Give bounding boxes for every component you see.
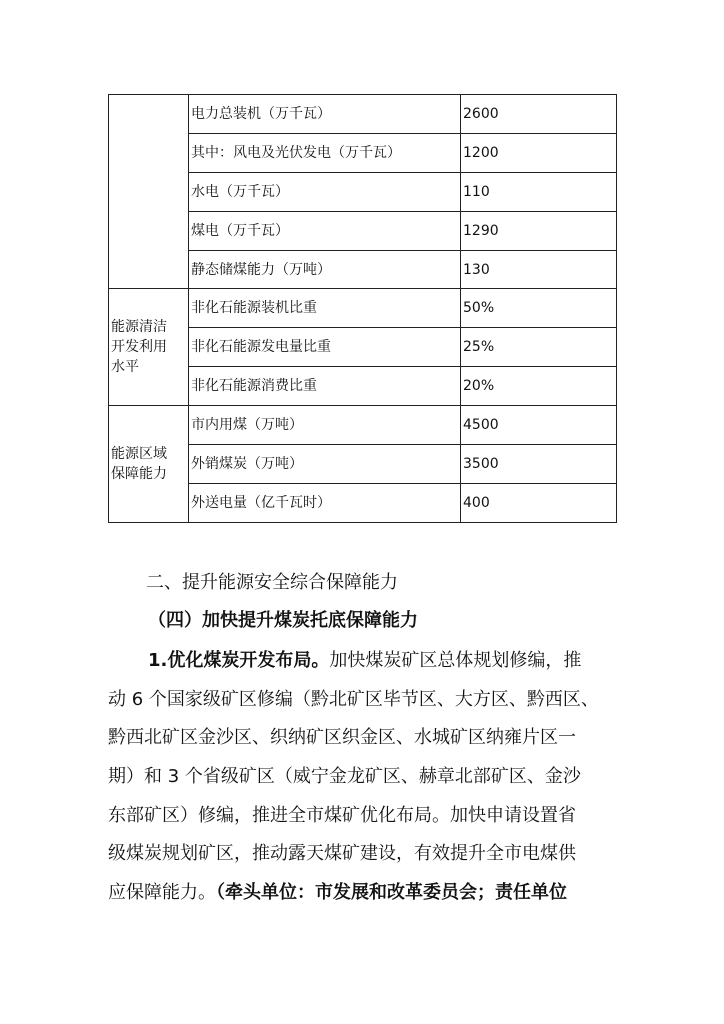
table-item-cell: 其中：风电及光伏发电（万千瓦） xyxy=(189,133,461,172)
table-value-cell: 50% xyxy=(461,289,617,328)
table-item-cell: 非化石能源装机比重 xyxy=(189,289,461,328)
table-category-regional-supply: 能源区域 保障能力 xyxy=(109,406,189,523)
table-item-cell: 市内用煤（万吨） xyxy=(189,406,461,445)
table-category-cell xyxy=(109,95,189,289)
table-value-cell: 2600 xyxy=(461,95,617,134)
table-category-clean-energy: 能源清洁 开发利用 水平 xyxy=(109,289,189,406)
paragraph-line: 应保障能力。（牵头单位：市发展和改革委员会；责任单位 xyxy=(108,882,567,903)
table-value-cell: 25% xyxy=(461,328,617,367)
table-value-cell: 1290 xyxy=(461,211,617,250)
paragraph-line: 级煤炭规划矿区，推动露天煤矿建设，有效提升全市电煤供 xyxy=(108,843,576,864)
paragraph-line: 东部矿区）修编，推进全市煤矿优化布局。加快申请设置省 xyxy=(108,805,576,826)
subsection-heading: （四）加快提升煤炭托底保障能力 xyxy=(148,610,418,631)
table-item-cell: 静态储煤能力（万吨） xyxy=(189,250,461,289)
table-value-cell: 1200 xyxy=(461,133,617,172)
table-value-cell: 3500 xyxy=(461,445,617,484)
table-row xyxy=(109,289,617,328)
table-item-cell: 外销煤炭（万吨） xyxy=(189,445,461,484)
table-item-cell: 非化石能源消费比重 xyxy=(189,367,461,406)
energy-indicators-table xyxy=(108,94,617,523)
paragraph-line: 黔西北矿区金沙区、织纳矿区织金区、水城矿区纳雍片区一 xyxy=(108,727,576,748)
table-item-cell: 非化石能源发电量比重 xyxy=(189,328,461,367)
table-item-cell: 电力总装机（万千瓦） xyxy=(189,95,461,134)
section-heading: 二、提升能源安全综合保障能力 xyxy=(146,572,398,593)
paragraph-lead: 1.优化煤炭开发布局。 xyxy=(148,650,330,671)
paragraph-line: 动 6 个国家级矿区修编（黔北矿区毕节区、大方区、黔西区、 xyxy=(108,689,599,710)
table-item-cell: 外送电量（亿千瓦时） xyxy=(189,483,461,522)
table-row xyxy=(109,95,617,134)
table-value-cell: 20% xyxy=(461,367,617,406)
table-value-cell: 400 xyxy=(461,483,617,522)
table-item-cell: 水电（万千瓦） xyxy=(189,172,461,211)
table-value-cell: 110 xyxy=(461,172,617,211)
table-value-cell: 4500 xyxy=(461,406,617,445)
paragraph-line: 期）和 3 个省级矿区（威宁金龙矿区、赫章北部矿区、金沙 xyxy=(108,766,581,787)
table-row xyxy=(109,406,617,445)
paragraph-line: 1.优化煤炭开发布局。加快煤炭矿区总体规划修编，推 xyxy=(148,650,582,671)
table-value-cell: 130 xyxy=(461,250,617,289)
responsible-units: （牵头单位：市发展和改革委员会；责任单位 xyxy=(216,882,567,903)
table-item-cell: 煤电（万千瓦） xyxy=(189,211,461,250)
